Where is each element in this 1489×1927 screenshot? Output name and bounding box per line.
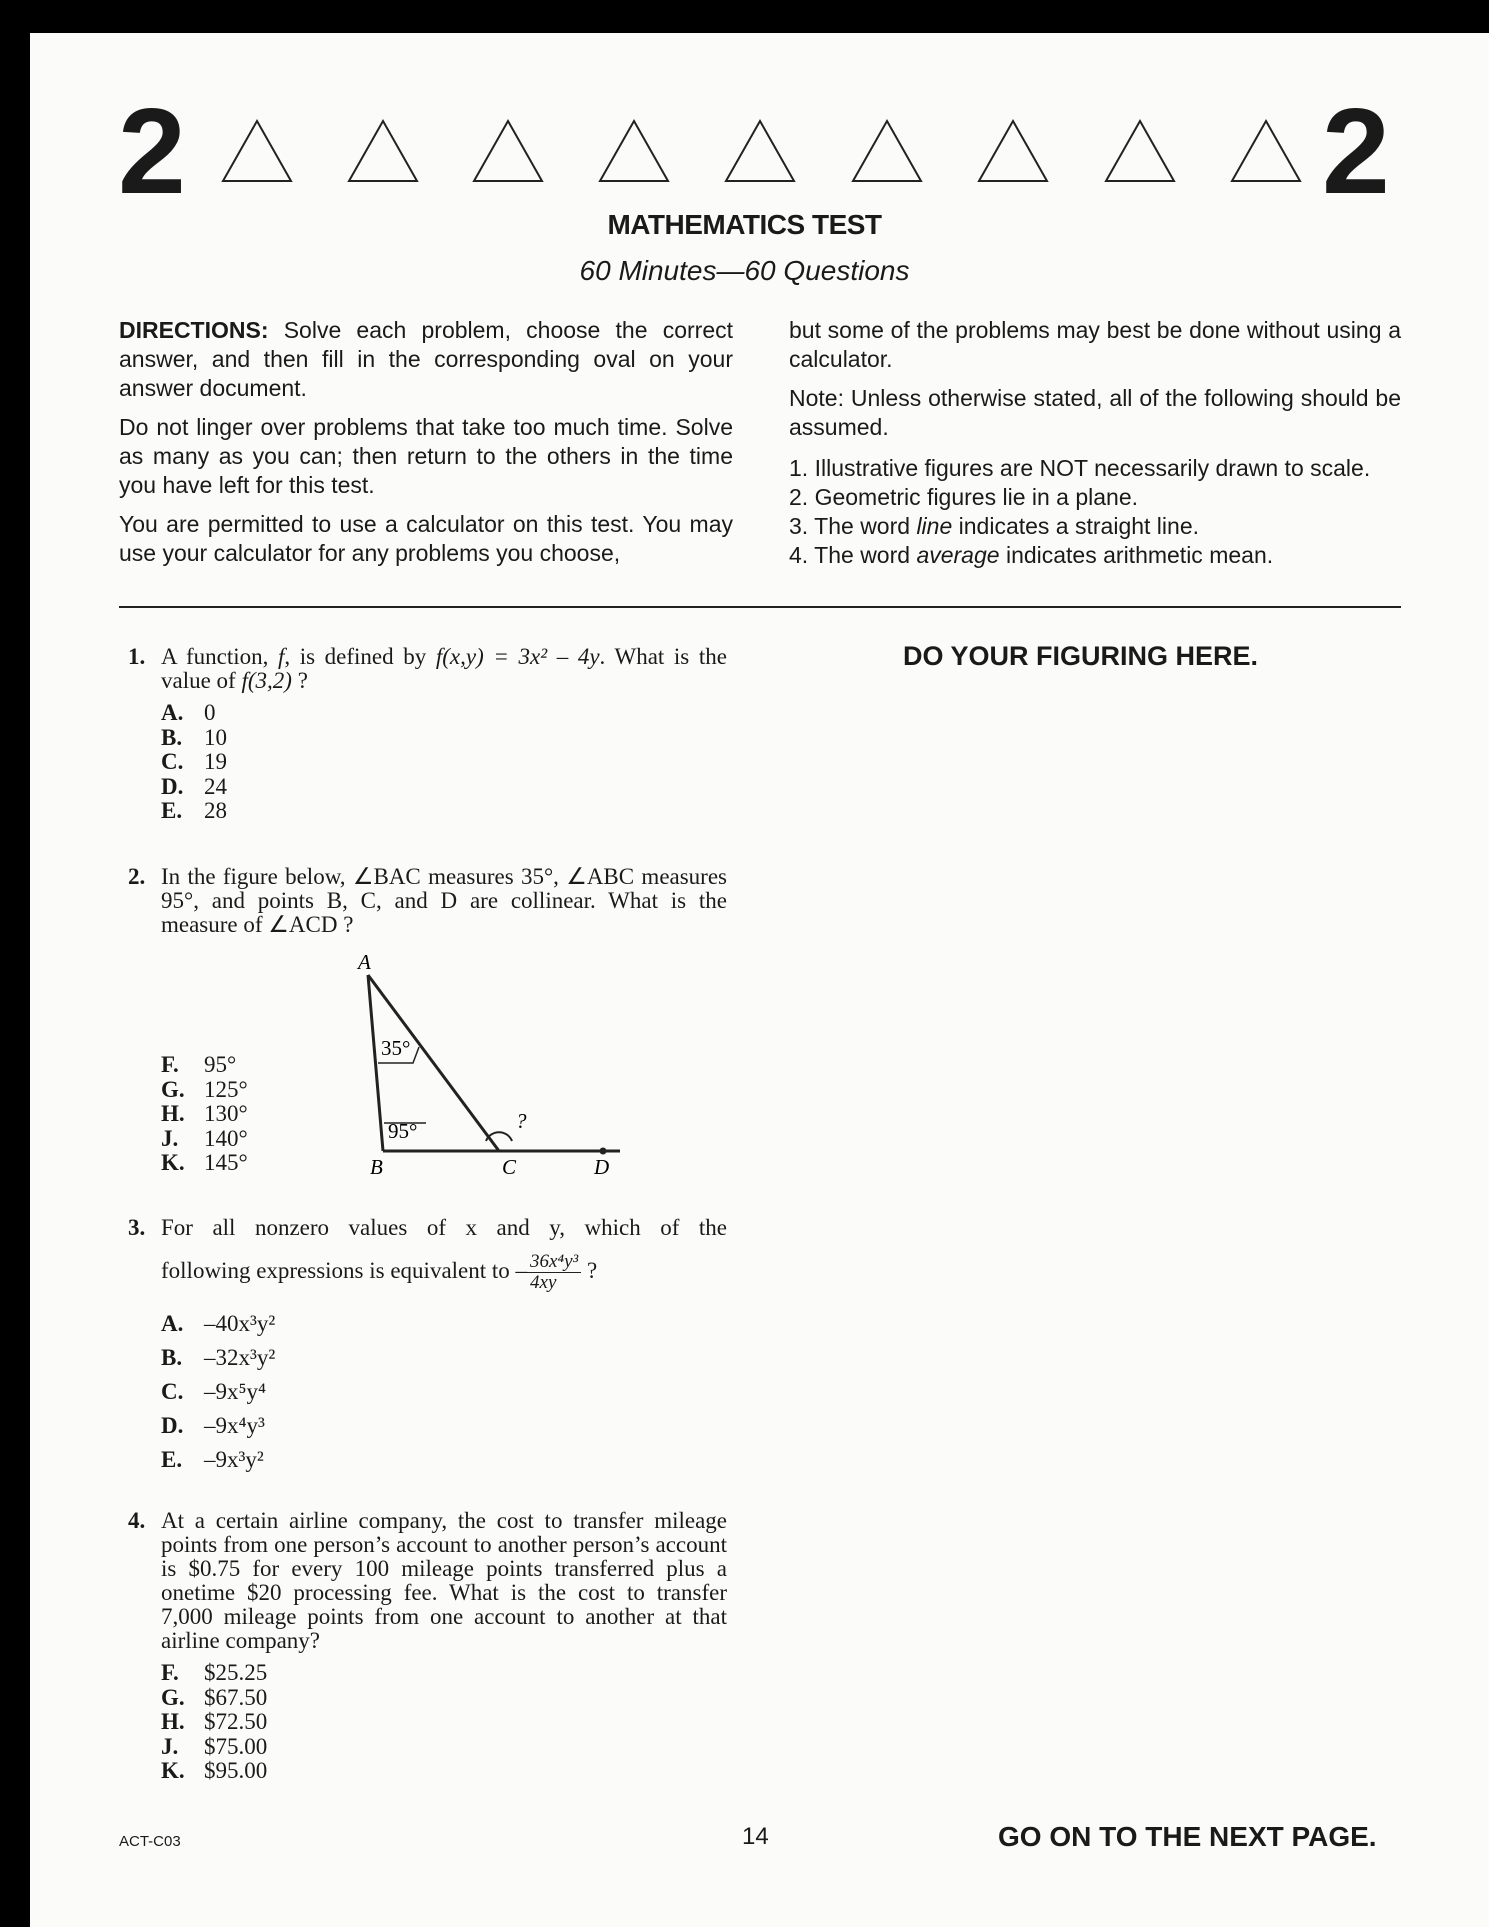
- stem-line-2: following expressions is equivalent to –: [161, 1257, 528, 1283]
- question-4: [128, 1509, 727, 1784]
- choice-text: 19: [204, 749, 227, 774]
- section-divider: [119, 606, 1401, 608]
- triangle-icon: [977, 118, 1049, 184]
- directions-right-column: [789, 316, 1401, 570]
- directions-label: DIRECTIONS:: [119, 317, 269, 343]
- fraction-denominator: 4xy: [530, 1272, 557, 1293]
- choice-text: $95.00: [204, 1758, 268, 1783]
- question-number: 3.: [128, 1215, 146, 1240]
- directions-note: Note: Unless otherwise stated, all of the following should be assumed.: [789, 385, 1401, 440]
- directions-paragraph-3b: but some of the problems may best be done without using a calculator.: [789, 317, 1401, 372]
- choice-text: –9x⁵y⁴: [204, 1379, 267, 1404]
- choice-text: 0: [204, 700, 216, 725]
- triangle-icon: [851, 118, 923, 184]
- answer-choices: [161, 1661, 727, 1784]
- answer-choice[interactable]: [161, 1151, 248, 1176]
- choice-letter: B.: [161, 724, 183, 750]
- choice-text: 24: [204, 773, 227, 799]
- vertex-d-label: D: [594, 1155, 610, 1179]
- choice-text: $75.00: [204, 1733, 268, 1759]
- choice-letter: F.: [161, 1052, 179, 1077]
- answer-choice[interactable]: [161, 1307, 727, 1341]
- answer-choice[interactable]: [161, 1686, 727, 1711]
- answer-choice[interactable]: [161, 1102, 248, 1127]
- answer-choice[interactable]: [161, 750, 727, 775]
- next-page-notice: GO ON TO THE NEXT PAGE.: [998, 1821, 1377, 1852]
- directions-text: Solve each problem, choose the correct answer, and then fill in the corresponding oval on your answer document.: [119, 317, 734, 401]
- directions-paragraph-1: [119, 316, 733, 403]
- triangle-icon: [221, 118, 293, 184]
- choice-letter: C.: [161, 749, 184, 774]
- answer-choice[interactable]: [161, 1409, 727, 1443]
- choice-letter: K.: [161, 1150, 185, 1175]
- answer-choice[interactable]: [161, 1127, 248, 1152]
- choice-letter: J.: [161, 1125, 179, 1151]
- triangle-icon: [724, 118, 796, 184]
- expression-fraction: [527, 1252, 581, 1293]
- choice-letter: D.: [161, 1413, 184, 1438]
- question-stem: A function, f, is defined by f(x,y) = 3x² – 4y. What is the value of f(3,2) ?: [161, 644, 727, 693]
- angle-b-label: 95°: [388, 1119, 418, 1143]
- answer-choices: [161, 701, 727, 824]
- choice-letter: H.: [161, 1101, 185, 1126]
- question-stem: At a certain airline company, the cost to transfer mileage points from one person’s account to another person’s account is $0.75 for every 100 mileage points transferred plus a onetime $20 processing fee. What is the cost to transfer 7,000 mileage points from one account to another at that airline company?: [161, 1508, 727, 1653]
- answer-choice[interactable]: [161, 1078, 248, 1103]
- section-number-right: 2: [1322, 83, 1390, 219]
- triangle-icon: [598, 118, 670, 184]
- unknown-angle-label: ?: [516, 1109, 527, 1133]
- page-number: 14: [742, 1823, 769, 1850]
- question-number: 2.: [128, 864, 146, 889]
- point-d: [600, 1148, 607, 1155]
- answer-choice[interactable]: [161, 775, 727, 800]
- answer-choice[interactable]: [161, 1341, 727, 1375]
- figuring-label: DO YOUR FIGURING HERE.: [903, 641, 1259, 671]
- choice-text: $25.25: [204, 1660, 268, 1685]
- choice-text: $67.50: [204, 1684, 268, 1710]
- directions-left-column: [119, 316, 733, 578]
- test-title: MATHEMATICS TEST: [607, 209, 882, 240]
- answer-choice[interactable]: [161, 1375, 727, 1409]
- choice-text: –9x³y²: [204, 1447, 264, 1472]
- choice-letter: K.: [161, 1758, 185, 1783]
- choice-text: 145°: [204, 1150, 248, 1175]
- question-number: 4.: [128, 1508, 146, 1533]
- triangle-icon: [347, 118, 419, 184]
- choice-text: 95°: [204, 1052, 237, 1077]
- choice-letter: F.: [161, 1660, 179, 1685]
- question-stem: In the figure below, ∠BAC measures 35°, ∠ABC measures 95°, and points B, C, and D are collinear. What is the measure of ∠ACD ?: [161, 864, 727, 937]
- choice-letter: C.: [161, 1379, 184, 1404]
- choice-text: –32x³y²: [204, 1345, 276, 1370]
- angle-a-label: 35°: [381, 1036, 411, 1060]
- choice-letter: A.: [161, 700, 184, 725]
- vertex-b-label: B: [370, 1155, 383, 1179]
- choice-letter: J.: [161, 1733, 179, 1759]
- choice-text: –9x⁴y³: [204, 1413, 265, 1438]
- choice-letter: B.: [161, 1345, 183, 1370]
- choice-letter: D.: [161, 773, 184, 799]
- choice-text: 10: [204, 724, 227, 750]
- test-subtitle: 60 Minutes—60 Questions: [579, 255, 910, 286]
- choice-text: 28: [204, 798, 227, 823]
- triangle-icon: [1230, 118, 1302, 184]
- choice-letter: G.: [161, 1076, 185, 1102]
- answer-choice[interactable]: [161, 1661, 727, 1686]
- assumption-item: 3. The word line indicates a straight line.: [789, 513, 1199, 539]
- triangle-icon: [472, 118, 544, 184]
- choice-letter: G.: [161, 1684, 185, 1710]
- question-2: [128, 864, 727, 1175]
- fraction-numerator: 36x⁴y³: [527, 1252, 581, 1273]
- choice-text: –40x³y²: [204, 1311, 276, 1336]
- choice-text: $72.50: [204, 1709, 268, 1734]
- choice-text: 130°: [204, 1101, 248, 1126]
- vertex-a-label: A: [358, 950, 371, 974]
- choice-text: 140°: [204, 1125, 248, 1151]
- choice-letter: A.: [161, 1311, 184, 1336]
- form-code: ACT-C03: [119, 1833, 181, 1850]
- assumption-item: 2. Geometric figures lie in a plane.: [789, 484, 1139, 510]
- choice-letter: E.: [161, 1447, 183, 1472]
- vertex-c-label: C: [502, 1155, 517, 1179]
- answer-choice[interactable]: [161, 726, 727, 751]
- assumption-item: 1. Illustrative figures are NOT necessarily drawn to scale.: [789, 455, 1371, 481]
- directions-paragraph-3a: You are permitted to use a calculator on this test. You may use your calculator for any problems you choose,: [119, 511, 733, 566]
- answer-choice[interactable]: [161, 701, 727, 726]
- answer-choice[interactable]: [161, 799, 727, 824]
- answer-choice[interactable]: [161, 1443, 727, 1477]
- assumption-item: 4. The word average indicates arithmetic mean.: [789, 542, 1274, 568]
- triangle-figure: [350, 947, 630, 1187]
- answer-choices: [161, 1307, 727, 1477]
- answer-choice[interactable]: [161, 1735, 727, 1760]
- question-number: 1.: [128, 644, 146, 669]
- question-3: [128, 1216, 727, 1477]
- choice-text: 125°: [204, 1076, 248, 1102]
- directions-paragraph-2: Do not linger over problems that take too much time. Solve as many as you can; then return to the others in the time you have left for this test.: [119, 414, 733, 498]
- answer-choices: [161, 1053, 248, 1176]
- answer-choice[interactable]: [161, 1759, 727, 1784]
- choice-letter: E.: [161, 798, 183, 823]
- answer-choice[interactable]: [161, 1710, 727, 1735]
- question-1: [128, 645, 727, 824]
- answer-choice[interactable]: [161, 1053, 248, 1078]
- section-number-left: 2: [118, 83, 186, 219]
- assumption-list: [789, 454, 1401, 570]
- triangle-icon: [1104, 118, 1176, 184]
- question-stem: For all nonzero values of x and y, which of the following expressions is equivalent to – $\frac{\text{36x⁴y³}}{4xy}$ ?: [161, 1215, 727, 1293]
- choice-letter: H.: [161, 1709, 185, 1734]
